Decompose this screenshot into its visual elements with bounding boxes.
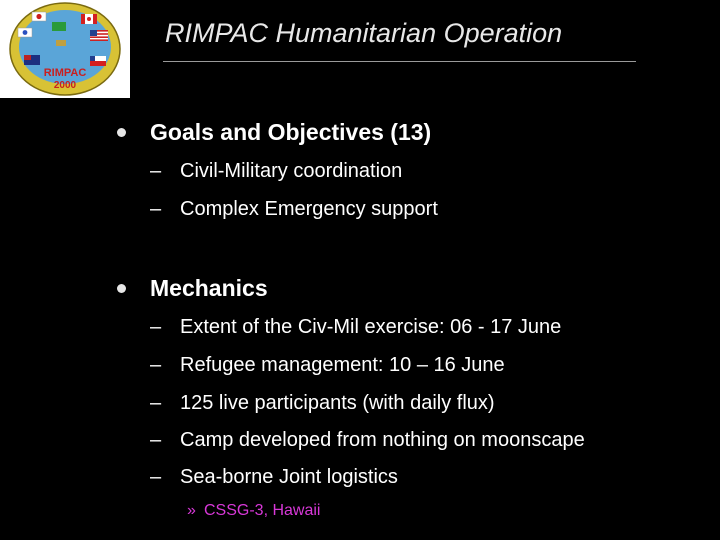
section-heading-mechanics: Mechanics [150, 275, 268, 301]
bullet-dot-icon [117, 128, 126, 137]
title-underline [163, 61, 636, 62]
slide-title: RIMPAC Humanitarian Operation [165, 18, 563, 48]
dash-marker: – [150, 429, 162, 451]
list-item [150, 429, 585, 452]
logo-text-year: 2000 [53, 80, 77, 91]
list-item-text: Sea-borne Joint logistics [180, 466, 398, 488]
list-item [150, 316, 561, 339]
sub-list-item [187, 502, 320, 520]
rimpac-2000-logo [0, 0, 130, 98]
list-item-text: Complex Emergency support [180, 198, 438, 220]
list-item-text: Refugee management: 10 – 16 June [180, 354, 505, 376]
section-heading-goals: Goals and Objectives (13) [150, 119, 432, 145]
dash-marker: – [150, 392, 162, 414]
chevron-marker: » [187, 502, 196, 519]
dash-marker: – [150, 466, 162, 488]
list-item [150, 392, 495, 415]
dash-marker: – [150, 354, 162, 376]
rimpac-2000-emblem [4, 0, 126, 98]
list-item-text: Extent of the Civ-Mil exercise: 06 - 17 June [180, 316, 562, 338]
list-item [150, 160, 402, 183]
sub-list-item-text: CSSG-3, Hawaii [204, 502, 321, 519]
list-item-text: Civil-Military coordination [180, 160, 403, 182]
logo-text-rimpac: RIMPAC [43, 67, 87, 79]
dash-marker: – [150, 160, 162, 182]
bullet-dot-icon [117, 284, 126, 293]
list-item [150, 198, 438, 221]
dash-marker: – [150, 316, 162, 338]
dash-marker: – [150, 198, 162, 220]
list-item-text: 125 live participants (with daily flux) [180, 392, 495, 414]
list-item [150, 466, 398, 489]
list-item [150, 354, 505, 377]
list-item-text: Camp developed from nothing on moonscape [180, 429, 585, 451]
